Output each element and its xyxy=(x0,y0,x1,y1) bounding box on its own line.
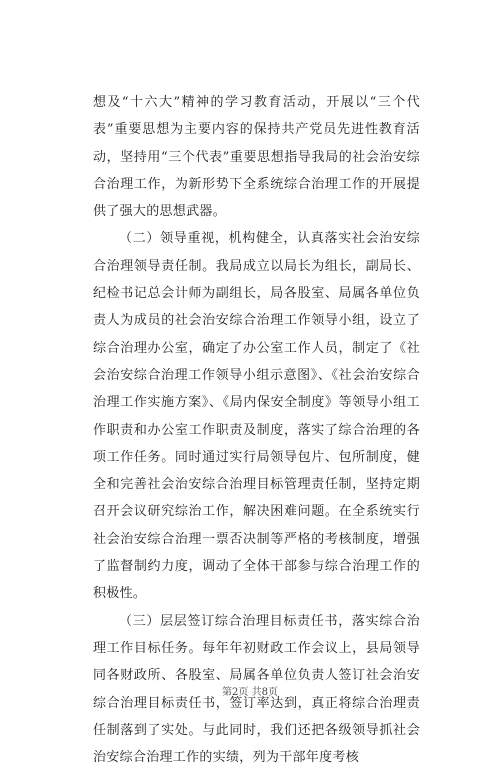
paragraph-leadership: （二）领导重视，机构健全，认真落实社会治安综合治理领导责任制。我局成立以局长为组长，副局长、纪检书记总会计师为副组长，局各股室、局属各单位负责人为成员的社会治安综合治理工作领导小组，设立了综合治理办公室，确定了办公室工作人员，制定了《社会治安综合治理工作领导小组示意图》、《社会治安综合治理工作实施方案》、《局内保安全制度》等领导小组工作职责和办公室工作职责及制度，落实了综合治理的各项工作任务。同时通过实行局领导包片、包所制度，健全和完善社会治安综合治理目标管理责任制，坚持定期召开会议研究综治工作，解决困难问题。在全系统实行社会治安综合治理一票否决制等严格的考核制度，增强了监督制约力度，调动了全体干部参与综合治理工作的积极性。 xyxy=(93,231,420,602)
document-body xyxy=(93,89,420,771)
paragraph-responsibility: （三）层层签订综合治理目标责任书，落实综合治理工作目标任务。每年年初财政工作会议上，县局领导同各财政所、各股室、局属各单位负责人签订社会治安综合治理目标责任书，签订率达到，真正将综合治理责任制落到了实处。与此同时，我们还把各级领导抓社会治安综合治理工作的实绩，列为干部年度考核 xyxy=(93,613,420,766)
paragraph-continuation: 想及“十六大”精神的学习教育活动，开展以“三个代表”重要思想为主要内容的保持共产党员先进性教育活动，坚持用“三个代表”重要思想指导我局的社会治安综合治理工作，为新形势下全系统综合治理工作的开展提供了强大的思想武器。 xyxy=(93,95,420,220)
page-footer: 第2页 共8页 xyxy=(222,687,278,698)
